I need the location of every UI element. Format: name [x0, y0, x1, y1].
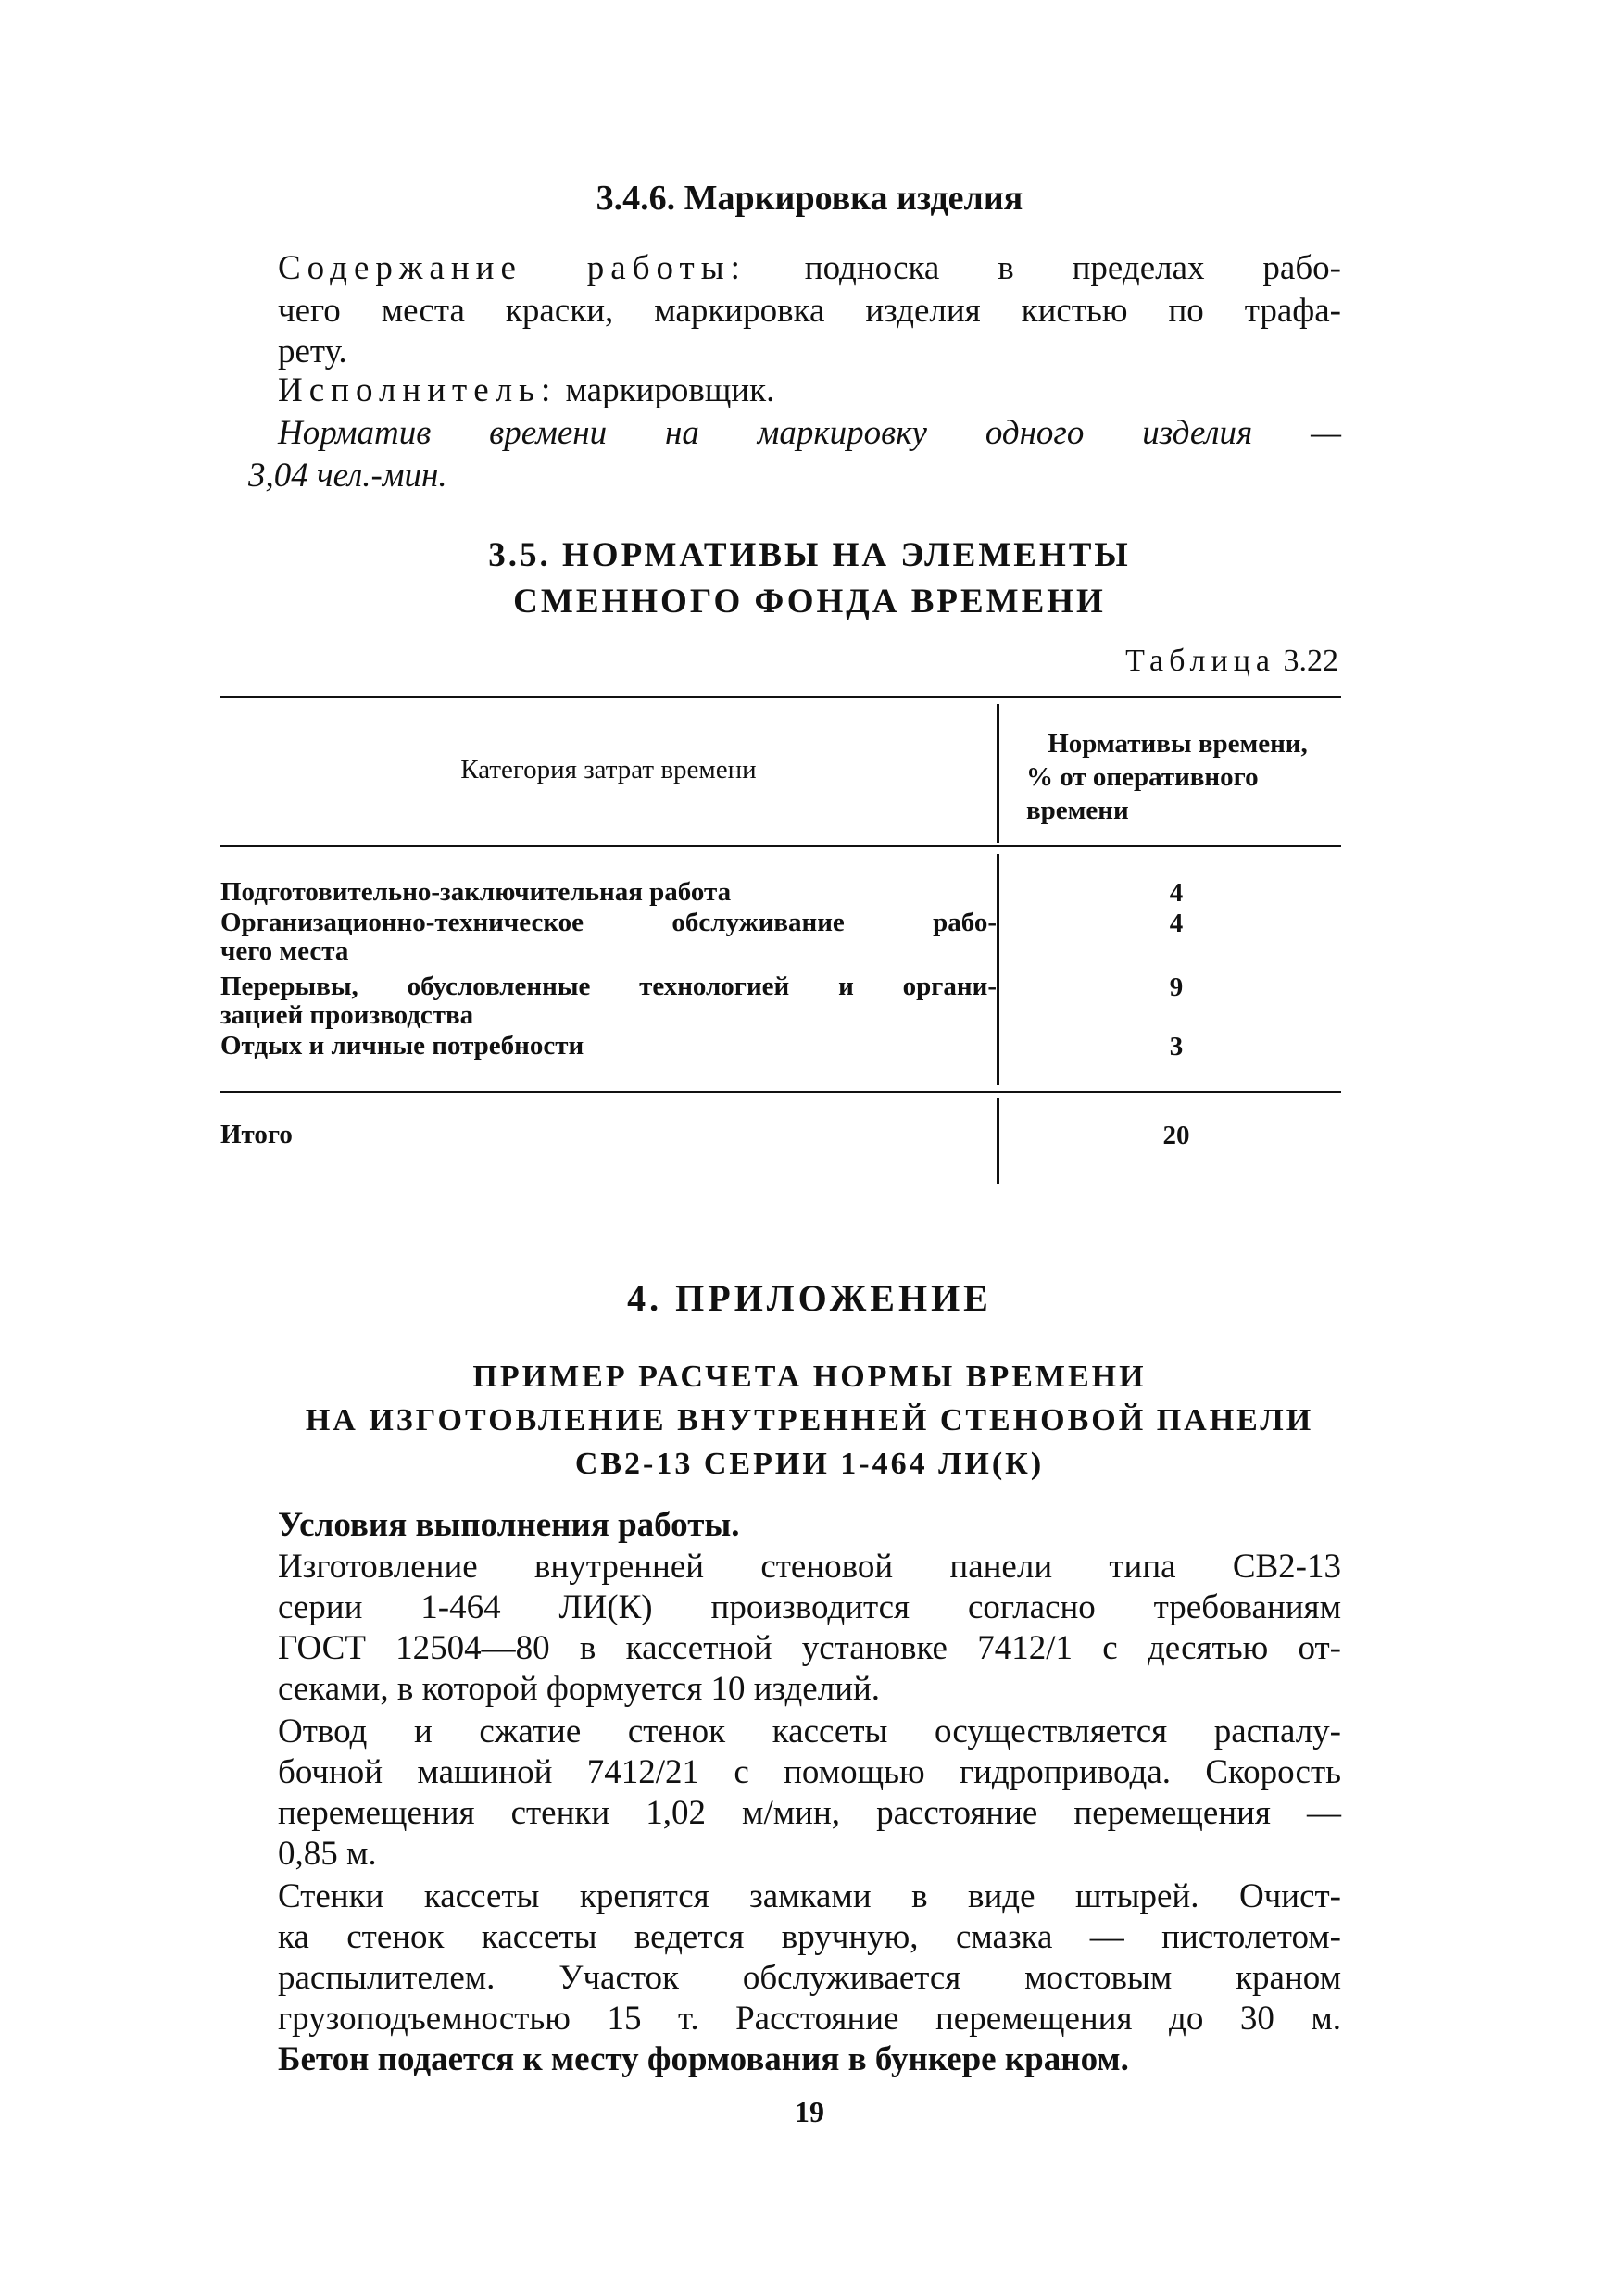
- section-4-subtitle-line-2: НА ИЗГОТОВЛЕНИЕ ВНУТРЕННЕЙ СТЕНОВОЙ ПАНЕЛИ: [305, 1403, 1314, 1437]
- table-header-norms-line-1: Нормативы времени,: [1048, 729, 1308, 759]
- section-4-subtitle: [278, 1355, 1341, 1486]
- section-35-title: [278, 533, 1341, 625]
- table-header-norms: [1026, 727, 1346, 827]
- section-35-title-line-1: 3.5. НОРМАТИВЫ НА ЭЛЕМЕНТЫ: [488, 536, 1131, 574]
- table-row-label: Отдых и личные потребности: [220, 1031, 584, 1060]
- table-body-divider: [997, 854, 999, 1085]
- p2-line: Отвод и сжатие стенок кассеты осуществляется распалу-: [278, 1713, 1341, 1750]
- section-4-subtitle-line-1: ПРИМЕР РАСЧЕТА НОРМЫ ВРЕМЕНИ: [472, 1360, 1147, 1394]
- table-body-rule: [220, 1091, 1341, 1093]
- p1-line: серии 1-464 ЛИ(К) производится согласно требованиям: [278, 1588, 1341, 1626]
- conditions-heading: Условия выполнения работы.: [278, 1506, 740, 1544]
- table-row-label: Перерывы, обусловленные технологией и органи-: [220, 972, 997, 1001]
- table-row-value: 4: [1169, 878, 1184, 908]
- table-header-category: Категория затрат времени: [460, 755, 757, 784]
- table-row-label: Подготовительно-заключительная работа: [220, 877, 732, 907]
- executor-value: маркировщик.: [565, 371, 775, 409]
- p3-line: грузоподъемностью 15 т. Расстояние перемещения до 30 м.: [278, 2000, 1341, 2038]
- table-row-label-cont: чего места: [220, 936, 349, 966]
- section-4-title: 4. ПРИЛОЖЕНИЕ: [627, 1277, 992, 1319]
- executor-line: [278, 370, 1341, 411]
- table-label-word: Таблица: [1125, 644, 1275, 678]
- p2-line: перемещения стенки 1,02 м/мин, расстояние перемещения —: [278, 1794, 1341, 1832]
- p3-line: ка стенок кассеты ведется вручную, смазка — пистолетом-: [278, 1918, 1341, 1956]
- page-number: 19: [795, 2095, 824, 2128]
- table-label-number: 3.22: [1283, 644, 1338, 678]
- table-row-label-cont: зацией производства: [220, 1000, 474, 1030]
- table-header-norms-line-2: % от оперативного: [1026, 762, 1259, 792]
- table-row-label: Организационно-техническое обслуживание рабо-: [220, 908, 997, 937]
- p3-line: Бетон подается к месту формования в бункере краном.: [278, 2040, 1129, 2078]
- table-total-value: 20: [1162, 1121, 1190, 1150]
- table-total-label: Итого: [220, 1120, 293, 1149]
- p3-line: распылителем. Участок обслуживается мостовым краном: [278, 1959, 1341, 1997]
- table-row-value: 9: [1169, 972, 1184, 1002]
- table-header-norms-line-3: времени: [1026, 796, 1129, 825]
- content-line-1: [278, 248, 1341, 289]
- p1-line: Изготовление внутренней стеновой панели типа СВ2-13: [278, 1548, 1341, 1586]
- table-row-value: 4: [1169, 909, 1184, 938]
- table-label: [1019, 644, 1338, 679]
- content-line-3: рету.: [278, 332, 347, 370]
- content-line-1-rest: подноска в пределах рабо-: [804, 249, 1341, 287]
- table-row-value: 3: [1169, 1032, 1184, 1061]
- content-label: Содержание работы:: [278, 249, 747, 287]
- section-346-title: 3.4.6. Маркировка изделия: [596, 179, 1023, 218]
- table-top-rule: [220, 696, 1341, 698]
- table-header-rule: [220, 845, 1341, 847]
- table-total-divider: [997, 1098, 999, 1184]
- norm-line-1: Норматив времени на маркировку одного изделия —: [278, 414, 1341, 452]
- p2-line: 0,85 м.: [278, 1835, 377, 1873]
- section-35-title-line-2: СМЕННОГО ФОНДА ВРЕМЕНИ: [513, 583, 1106, 621]
- executor-label: Исполнитель:: [278, 371, 558, 409]
- content-line-2: чего места краски, маркировка изделия кистью по трафа-: [278, 292, 1341, 330]
- section-4-subtitle-line-3: СВ2-13 СЕРИИ 1-464 ЛИ(К): [574, 1447, 1045, 1481]
- norm-line-2: 3,04 чел.-мин.: [248, 457, 447, 495]
- p1-line: ГОСТ 12504—80 в кассетной установке 7412/1 с десятью от-: [278, 1629, 1341, 1667]
- p1-line: секами, в которой формуется 10 изделий.: [278, 1670, 881, 1708]
- table-header-divider: [997, 704, 999, 843]
- p2-line: бочной машиной 7412/21 с помощью гидропривода. Скорость: [278, 1753, 1341, 1791]
- p3-line: Стенки кассеты крепятся замками в виде штырей. Очист-: [278, 1877, 1341, 1915]
